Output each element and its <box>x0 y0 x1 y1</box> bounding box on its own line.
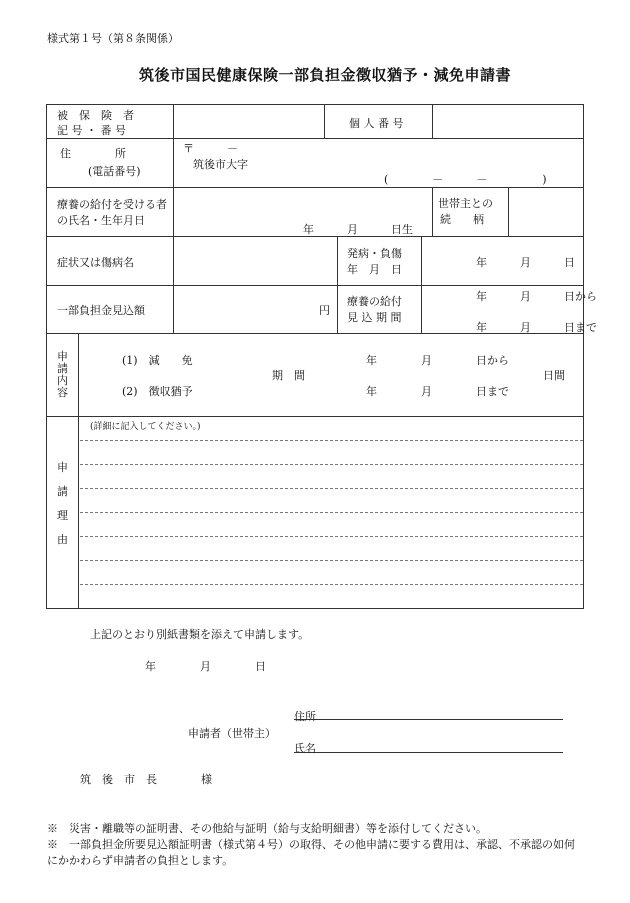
request-option-exemption[interactable]: (1) 減 免 <box>122 354 193 367</box>
address-field[interactable] <box>175 140 581 186</box>
request-period-label: 期 間 <box>272 369 305 382</box>
period-to: 年 月 日まで <box>476 321 597 334</box>
phone-label: (電話番号) <box>88 165 141 178</box>
postal-code: 〒 － <box>183 142 238 155</box>
patient-name-field[interactable] <box>175 189 431 235</box>
copay-label: 一部負担金見込額 <box>57 304 145 317</box>
date-line: 年 月 日 <box>145 660 266 673</box>
reason-note: (詳細に記入してください。) <box>90 422 201 432</box>
applicant-name-label: 氏名 <box>294 742 316 755</box>
copay-unit: 円 <box>319 304 330 317</box>
address-city: 筑後市大字 <box>193 158 248 171</box>
request-option-deferral[interactable]: (2) 徴収猶予 <box>122 385 193 398</box>
page-title: 筑後市国民健康保険一部負担金徴収猶予・減免申請書 <box>139 66 512 84</box>
illness-field[interactable] <box>175 238 336 284</box>
address-label: 住 所 <box>60 147 126 160</box>
request-from: 年 月 日から <box>366 354 509 367</box>
applicant-name-field[interactable] <box>294 752 563 753</box>
form-label: 様式第１号（第８条関係） <box>47 32 179 45</box>
note-2: ※ 一部負担金所要見込額証明書（様式第４号）の取得、その他申請に要する費用は、承認、不承認の如何 <box>47 838 575 851</box>
applicant-label: 申請者（世帯主） <box>188 727 276 740</box>
addressee: 筑 後 市 長 様 <box>80 773 212 786</box>
request-content-label: 申請内容 <box>57 350 68 399</box>
relation-field[interactable] <box>510 189 582 235</box>
illness-label: 症状又は傷病名 <box>57 256 134 269</box>
insured-number-field[interactable] <box>175 106 323 137</box>
applicant-address-field[interactable] <box>294 719 563 720</box>
applicant-address-label: 住所 <box>294 710 316 723</box>
reason-label: 申請理由 <box>57 461 68 546</box>
request-days: 日間 <box>543 369 565 382</box>
copay-field[interactable] <box>175 287 315 332</box>
birth-date-line: 年 月 日生 <box>303 223 413 236</box>
request-to: 年 月 日まで <box>366 385 509 398</box>
personal-number-field[interactable] <box>434 106 582 137</box>
onset-date-line: 年 月 日 <box>476 256 575 269</box>
statement: 上記のとおり別紙書類を添えて申請します。 <box>90 628 310 641</box>
note-1: ※ 災害・離職等の証明書、その他給与証明（給与支給明細書）等を添付してください。 <box>47 822 487 835</box>
phone-format: ( － － ) <box>384 173 547 186</box>
personal-number-label: 個 人 番 号 <box>349 117 404 130</box>
note-3: にかかわらず申請者の負担とします。 <box>47 854 234 867</box>
period-from: 年 月 日から <box>476 290 597 303</box>
